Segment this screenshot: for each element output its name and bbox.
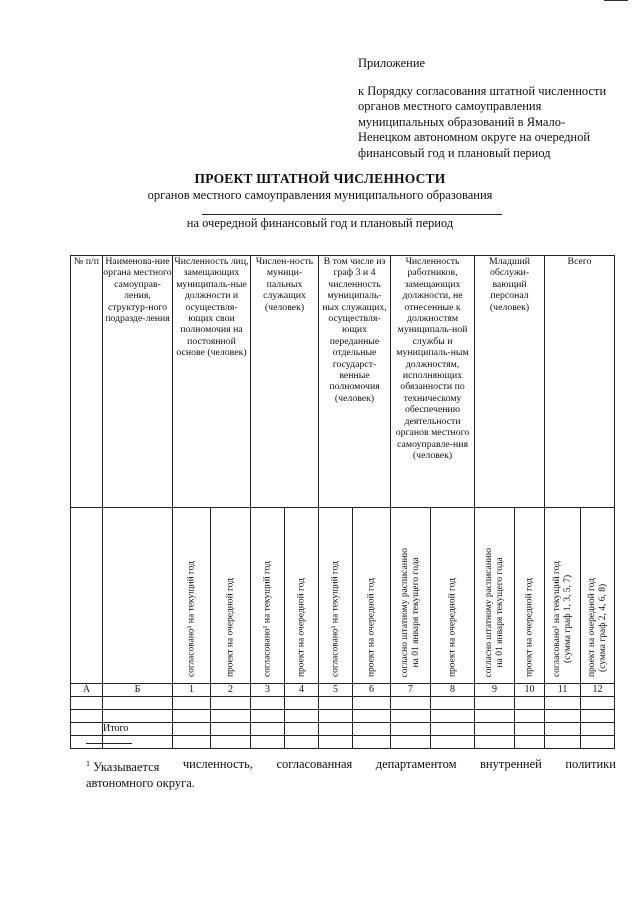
table-cell xyxy=(353,736,391,749)
table-cell xyxy=(173,736,211,749)
table-cell xyxy=(211,723,251,736)
table-cell xyxy=(545,710,581,723)
appendix-line: органов местного самоуправления xyxy=(358,99,542,113)
appendix-line: Ненецком автономном округе на очередной xyxy=(358,130,591,144)
column-number: 9 xyxy=(475,684,515,697)
staff-table xyxy=(70,255,615,749)
table-cell xyxy=(475,736,515,749)
column-number: 7 xyxy=(391,684,431,697)
table-cell xyxy=(103,710,173,723)
table-cell xyxy=(391,723,431,736)
subheader-cell: проект на очередной год xyxy=(211,508,251,684)
table-cell xyxy=(285,723,319,736)
footnote-word: численность, xyxy=(182,757,253,771)
table-cell xyxy=(173,710,211,723)
header-technical-staff: Численность работников, замещающих должности, не отнесенные к должностям муниципаль-ной службы и муниципаль-ным должностям, исполняющих обязанности по техническому обеспечению деятельности органов местного самоуправле-ния (человек) xyxy=(391,256,475,508)
table-cell xyxy=(475,710,515,723)
fill-in-line xyxy=(202,214,502,215)
column-number: 11 xyxy=(545,684,581,697)
footnote-marker: 1 xyxy=(86,759,90,768)
table-cell xyxy=(431,736,475,749)
subheader-empty xyxy=(103,508,173,684)
table-cell xyxy=(285,697,319,710)
table-cell xyxy=(319,736,353,749)
appendix-line: к Порядку согласования штатной численности xyxy=(358,83,607,98)
table-cell xyxy=(251,723,285,736)
column-number: 2 xyxy=(211,684,251,697)
subheader-cell: проект на очередной год xyxy=(431,508,475,684)
footnote-word: согласованная xyxy=(276,757,353,771)
table-cell xyxy=(319,710,353,723)
subheader-cell: проект на очередной год xyxy=(353,508,391,684)
column-number: А xyxy=(71,684,103,697)
table-cell xyxy=(391,697,431,710)
column-number: 12 xyxy=(581,684,615,697)
table-cell xyxy=(431,710,475,723)
footnote-word: внутренней xyxy=(479,757,542,771)
header-num: № п/п xyxy=(71,256,103,508)
footnote-separator xyxy=(86,743,132,744)
header-including: В том числе из граф 3 и 4 численность муниципаль-ных служащих, осуществля-ющих переданные отдельные государст-венные полномочия (человек) xyxy=(319,256,391,508)
column-number: 4 xyxy=(285,684,319,697)
table-header-row xyxy=(71,256,615,508)
subheader-cell: согласно штатному расписанию на 01 января текущего года xyxy=(391,508,431,684)
table-cell xyxy=(581,736,615,749)
table-cell xyxy=(211,710,251,723)
footnote-word: департаментом xyxy=(375,757,457,771)
table-cell xyxy=(251,736,285,749)
document-subtitle: органов местного самоуправления муниципального образования xyxy=(147,188,493,202)
footnote xyxy=(86,756,616,791)
appendix-line: муниципальных образований в Ямало- xyxy=(358,114,566,129)
subheader-cell: проект на очередной год xyxy=(285,508,319,684)
subheader-cell: согласовано¹ на текущий год xyxy=(319,508,353,684)
total-row xyxy=(71,723,615,736)
appendix-line: финансовый год и плановый период xyxy=(358,145,551,160)
header-organ-name: Наименова-ние органа местного самоуправ-ления, структур-ного подразде-ления xyxy=(103,256,173,508)
header-municipal-posts: Численность лиц, замещающих муниципаль-ные должности и осуществля-ющих свои полномочия на постоянной основе (человек) xyxy=(173,256,251,508)
table-cell xyxy=(581,723,615,736)
subheader-cell: согласовано¹ на текущий год (сумма граф 1, 3, 5, 7) xyxy=(545,508,581,684)
appendix-title: Приложение xyxy=(358,56,426,70)
table-subheader-row xyxy=(71,508,615,684)
footnote-word: $^1$ Указывается xyxy=(86,759,160,775)
header-junior-staff: Младший обслужи-вающий персонал (человек) xyxy=(475,256,545,508)
table-cell xyxy=(251,697,285,710)
subheader-cell: проект на очередной год xyxy=(515,508,545,684)
table-cell xyxy=(475,697,515,710)
subheader-empty xyxy=(71,508,103,684)
table-cell xyxy=(545,723,581,736)
footnote-word: политики xyxy=(565,757,616,771)
column-number: 8 xyxy=(431,684,475,697)
footnote-line: автономного округа. xyxy=(86,776,195,791)
table-cell xyxy=(251,710,285,723)
table-cell xyxy=(431,723,475,736)
table-cell xyxy=(515,710,545,723)
table-cell xyxy=(515,723,545,736)
column-number: 6 xyxy=(353,684,391,697)
table-cell xyxy=(173,723,211,736)
table-cell xyxy=(581,710,615,723)
table-cell xyxy=(545,697,581,710)
table-cell xyxy=(71,736,103,749)
table-cell xyxy=(353,710,391,723)
table-cell xyxy=(391,710,431,723)
table-cell xyxy=(353,697,391,710)
table-cell xyxy=(391,736,431,749)
table-cell xyxy=(515,697,545,710)
column-number: 1 xyxy=(173,684,211,697)
table-cell xyxy=(103,736,173,749)
table-cell xyxy=(285,710,319,723)
table-cell xyxy=(515,736,545,749)
column-number: 10 xyxy=(515,684,545,697)
footnote-line xyxy=(86,756,616,775)
subheader-cell: проект на очередной год (сумма граф 2, 4, 6, 8) xyxy=(581,508,615,684)
table-cell xyxy=(211,697,251,710)
table-cell xyxy=(211,736,251,749)
subheader-cell: согласовано¹ на текущий год xyxy=(251,508,285,684)
document-title: ПРОЕКТ ШТАТНОЙ ЧИСЛЕННОСТИ xyxy=(194,171,446,186)
table-cell xyxy=(71,723,103,736)
table-cell xyxy=(71,710,103,723)
table-cell xyxy=(103,697,173,710)
subheader-cell: согласовано¹ на текущий год xyxy=(173,508,211,684)
table-cell xyxy=(545,736,581,749)
column-number: Б xyxy=(103,684,173,697)
column-number-row xyxy=(71,684,615,697)
column-number: 3 xyxy=(251,684,285,697)
table-row xyxy=(71,710,615,723)
table-cell xyxy=(353,723,391,736)
table-cell xyxy=(319,697,353,710)
table-cell xyxy=(475,723,515,736)
table-cell xyxy=(431,697,475,710)
table-row xyxy=(71,736,615,749)
table-cell xyxy=(319,723,353,736)
document-period: на очередной финансовый год и плановый период xyxy=(186,216,454,230)
page-corner-mark xyxy=(604,0,628,1)
header-municipal-servants: Числен-ность муници-пальных служащих (человек) xyxy=(251,256,319,508)
column-number: 5 xyxy=(319,684,353,697)
subheader-cell: согласно штатному расписанию на 01 января текущего года xyxy=(475,508,515,684)
table-cell xyxy=(285,736,319,749)
appendix-block xyxy=(358,56,628,161)
header-total: Всего xyxy=(545,256,615,508)
table-row xyxy=(71,697,615,710)
table-cell xyxy=(71,697,103,710)
table-cell xyxy=(173,697,211,710)
table-cell xyxy=(581,697,615,710)
total-label: Итого xyxy=(103,723,173,736)
